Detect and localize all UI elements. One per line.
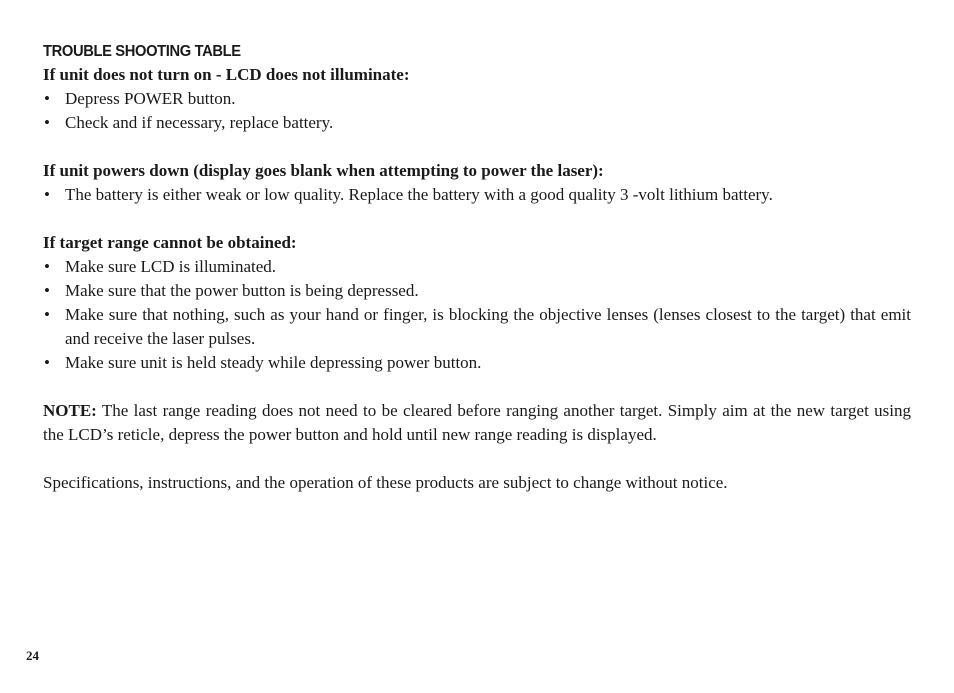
page-number: 24 bbox=[26, 648, 39, 663]
list-item-text: Make sure LCD is illuminated. bbox=[65, 257, 277, 276]
list-item bbox=[43, 87, 911, 111]
bullet-glyph: • bbox=[44, 257, 50, 276]
section-no-power bbox=[43, 63, 911, 135]
bullet-glyph: • bbox=[44, 281, 50, 300]
section-no-range bbox=[43, 231, 911, 375]
section-title: If unit powers down (display goes blank when attempting to power the laser): bbox=[43, 161, 604, 180]
section-powers-down bbox=[43, 159, 911, 207]
list-item-text: Make sure that the power button is being depressed. bbox=[65, 281, 419, 300]
bullet-glyph: • bbox=[44, 185, 50, 204]
bullet-glyph: • bbox=[44, 113, 50, 132]
section-title: If target range cannot be obtained: bbox=[43, 233, 297, 252]
document-page bbox=[43, 41, 911, 495]
list-item bbox=[43, 279, 911, 303]
list-item-text: Make sure unit is held steady while depressing power button. bbox=[65, 353, 482, 372]
list-item-text: Make sure that nothing, such as your hand or finger, is blocking the objective lenses (lenses closest to the target) that emit and receive the laser pulses. bbox=[65, 305, 911, 348]
bullet-list bbox=[43, 255, 911, 375]
bullet-glyph: • bbox=[44, 305, 50, 324]
list-item bbox=[43, 111, 911, 135]
disclaimer-paragraph: Specifications, instructions, and the operation of these products are subject to change without notice. bbox=[43, 473, 728, 492]
note-text: The last range reading does not need to be cleared before ranging another target. Simply aim at the new target using the LCD’s reticle, depress the power button and hold until new range reading is displayed. bbox=[43, 401, 911, 444]
spacer bbox=[43, 135, 911, 159]
spacer bbox=[43, 375, 911, 399]
list-item-text: The battery is either weak or low quality. Replace the battery with a good quality 3 -volt lithium battery. bbox=[65, 185, 773, 204]
page-heading: TROUBLE SHOOTING TABLE bbox=[43, 43, 241, 60]
bullet-list bbox=[43, 87, 911, 135]
bullet-glyph: • bbox=[44, 89, 50, 108]
list-item bbox=[43, 255, 911, 279]
bullet-glyph: • bbox=[44, 353, 50, 372]
list-item bbox=[43, 183, 911, 207]
list-item-text: Check and if necessary, replace battery. bbox=[65, 113, 334, 132]
note-paragraph bbox=[43, 399, 911, 447]
list-item bbox=[43, 351, 911, 375]
list-item-text: Depress POWER button. bbox=[65, 89, 236, 108]
note-label: NOTE: bbox=[43, 401, 97, 420]
section-title: If unit does not turn on - LCD does not illuminate: bbox=[43, 65, 410, 84]
list-item bbox=[43, 303, 911, 351]
spacer bbox=[43, 447, 911, 471]
bullet-list bbox=[43, 183, 911, 207]
spacer bbox=[43, 207, 911, 231]
